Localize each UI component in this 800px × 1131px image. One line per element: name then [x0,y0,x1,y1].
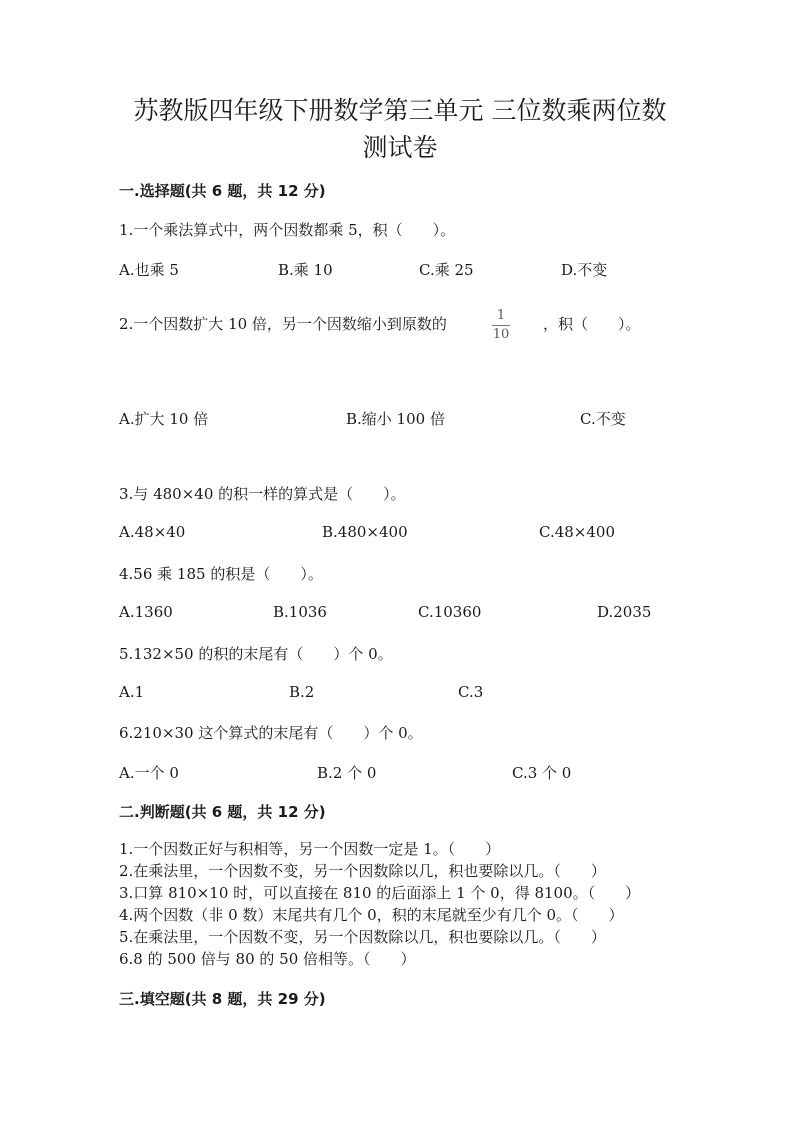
choice-question-3: 3.与 480×40 的积一样的算式是（ ）。 [119,485,406,503]
judge-item-5: 5.在乘法里，一个因数不变，另一个因数除以几，积也要除以几。（ ） [119,928,606,946]
section-heading-fill: 三.填空题(共 8 题，共 29 分) [119,990,326,1008]
q3-option-c: C.48×400 [539,523,615,541]
choice-question-2-tail: ，积（ ）。 [543,315,641,333]
q5-option-a: A.1 [119,683,145,701]
section-heading-judge: 二.判断题(共 6 题，共 12 分) [119,803,326,821]
fraction-numerator: 1 [496,308,506,323]
page-title-line1: 苏教版四年级下册数学第三单元 三位数乘两位数 [133,96,667,125]
q6-option-b: B.2 个 0 [317,764,377,782]
q3-option-a: A.48×40 [119,523,186,541]
q1-option-b: B.乘 10 [278,261,333,279]
fraction-bar [492,325,510,326]
choice-question-2: 2.一个因数扩大 10 倍，另一个因数缩小到原数的 [119,315,447,333]
q2-option-b: B.缩小 100 倍 [346,410,445,428]
q6-option-c: C.3 个 0 [512,764,572,782]
fraction-denominator: 10 [492,327,510,342]
section-heading-choice: 一.选择题(共 6 题，共 12 分) [119,182,326,200]
judge-item-1: 1.一个因数正好与积相等，另一个因数一定是 1。（ ） [119,840,501,858]
q1-option-d: D.不变 [561,261,608,279]
judge-item-2: 2.在乘法里，一个因数不变，另一个因数除以几，积也要除以几。（ ） [119,862,606,880]
q6-option-a: A.一个 0 [119,764,179,782]
q4-option-d: D.2035 [597,603,652,621]
choice-question-6: 6.210×30 这个算式的末尾有（ ）个 0。 [119,724,423,742]
q4-option-b: B.1036 [273,603,327,621]
q5-option-c: C.3 [458,683,484,701]
q5-option-b: B.2 [289,683,315,701]
q4-option-a: A.1360 [119,603,173,621]
q1-option-a: A.也乘 5 [119,261,179,279]
q1-option-c: C.乘 25 [419,261,474,279]
q2-option-a: A.扩大 10 倍 [119,410,209,428]
fraction-one-tenth [492,308,510,343]
judge-item-6: 6.8 的 500 倍与 80 的 50 倍相等。（ ） [119,950,416,968]
judge-item-4: 4.两个因数（非 0 数）末尾共有几个 0，积的末尾就至少有几个 0。（ ） [119,906,624,924]
q4-option-c: C.10360 [418,603,482,621]
q2-option-c: C.不变 [580,410,626,428]
q3-option-b: B.480×400 [322,523,408,541]
choice-question-5: 5.132×50 的积的末尾有（ ）个 0。 [119,645,393,663]
choice-question-4: 4.56 乘 185 的积是（ ）。 [119,565,323,583]
judge-item-3: 3.口算 810×10 时，可以直接在 810 的后面添上 1 个 0，得 8100。（ ） [119,884,641,902]
page-title-line2: 测试卷 [362,133,438,162]
choice-question-1: 1.一个乘法算式中，两个因数都乘 5，积（ ）。 [119,221,456,239]
